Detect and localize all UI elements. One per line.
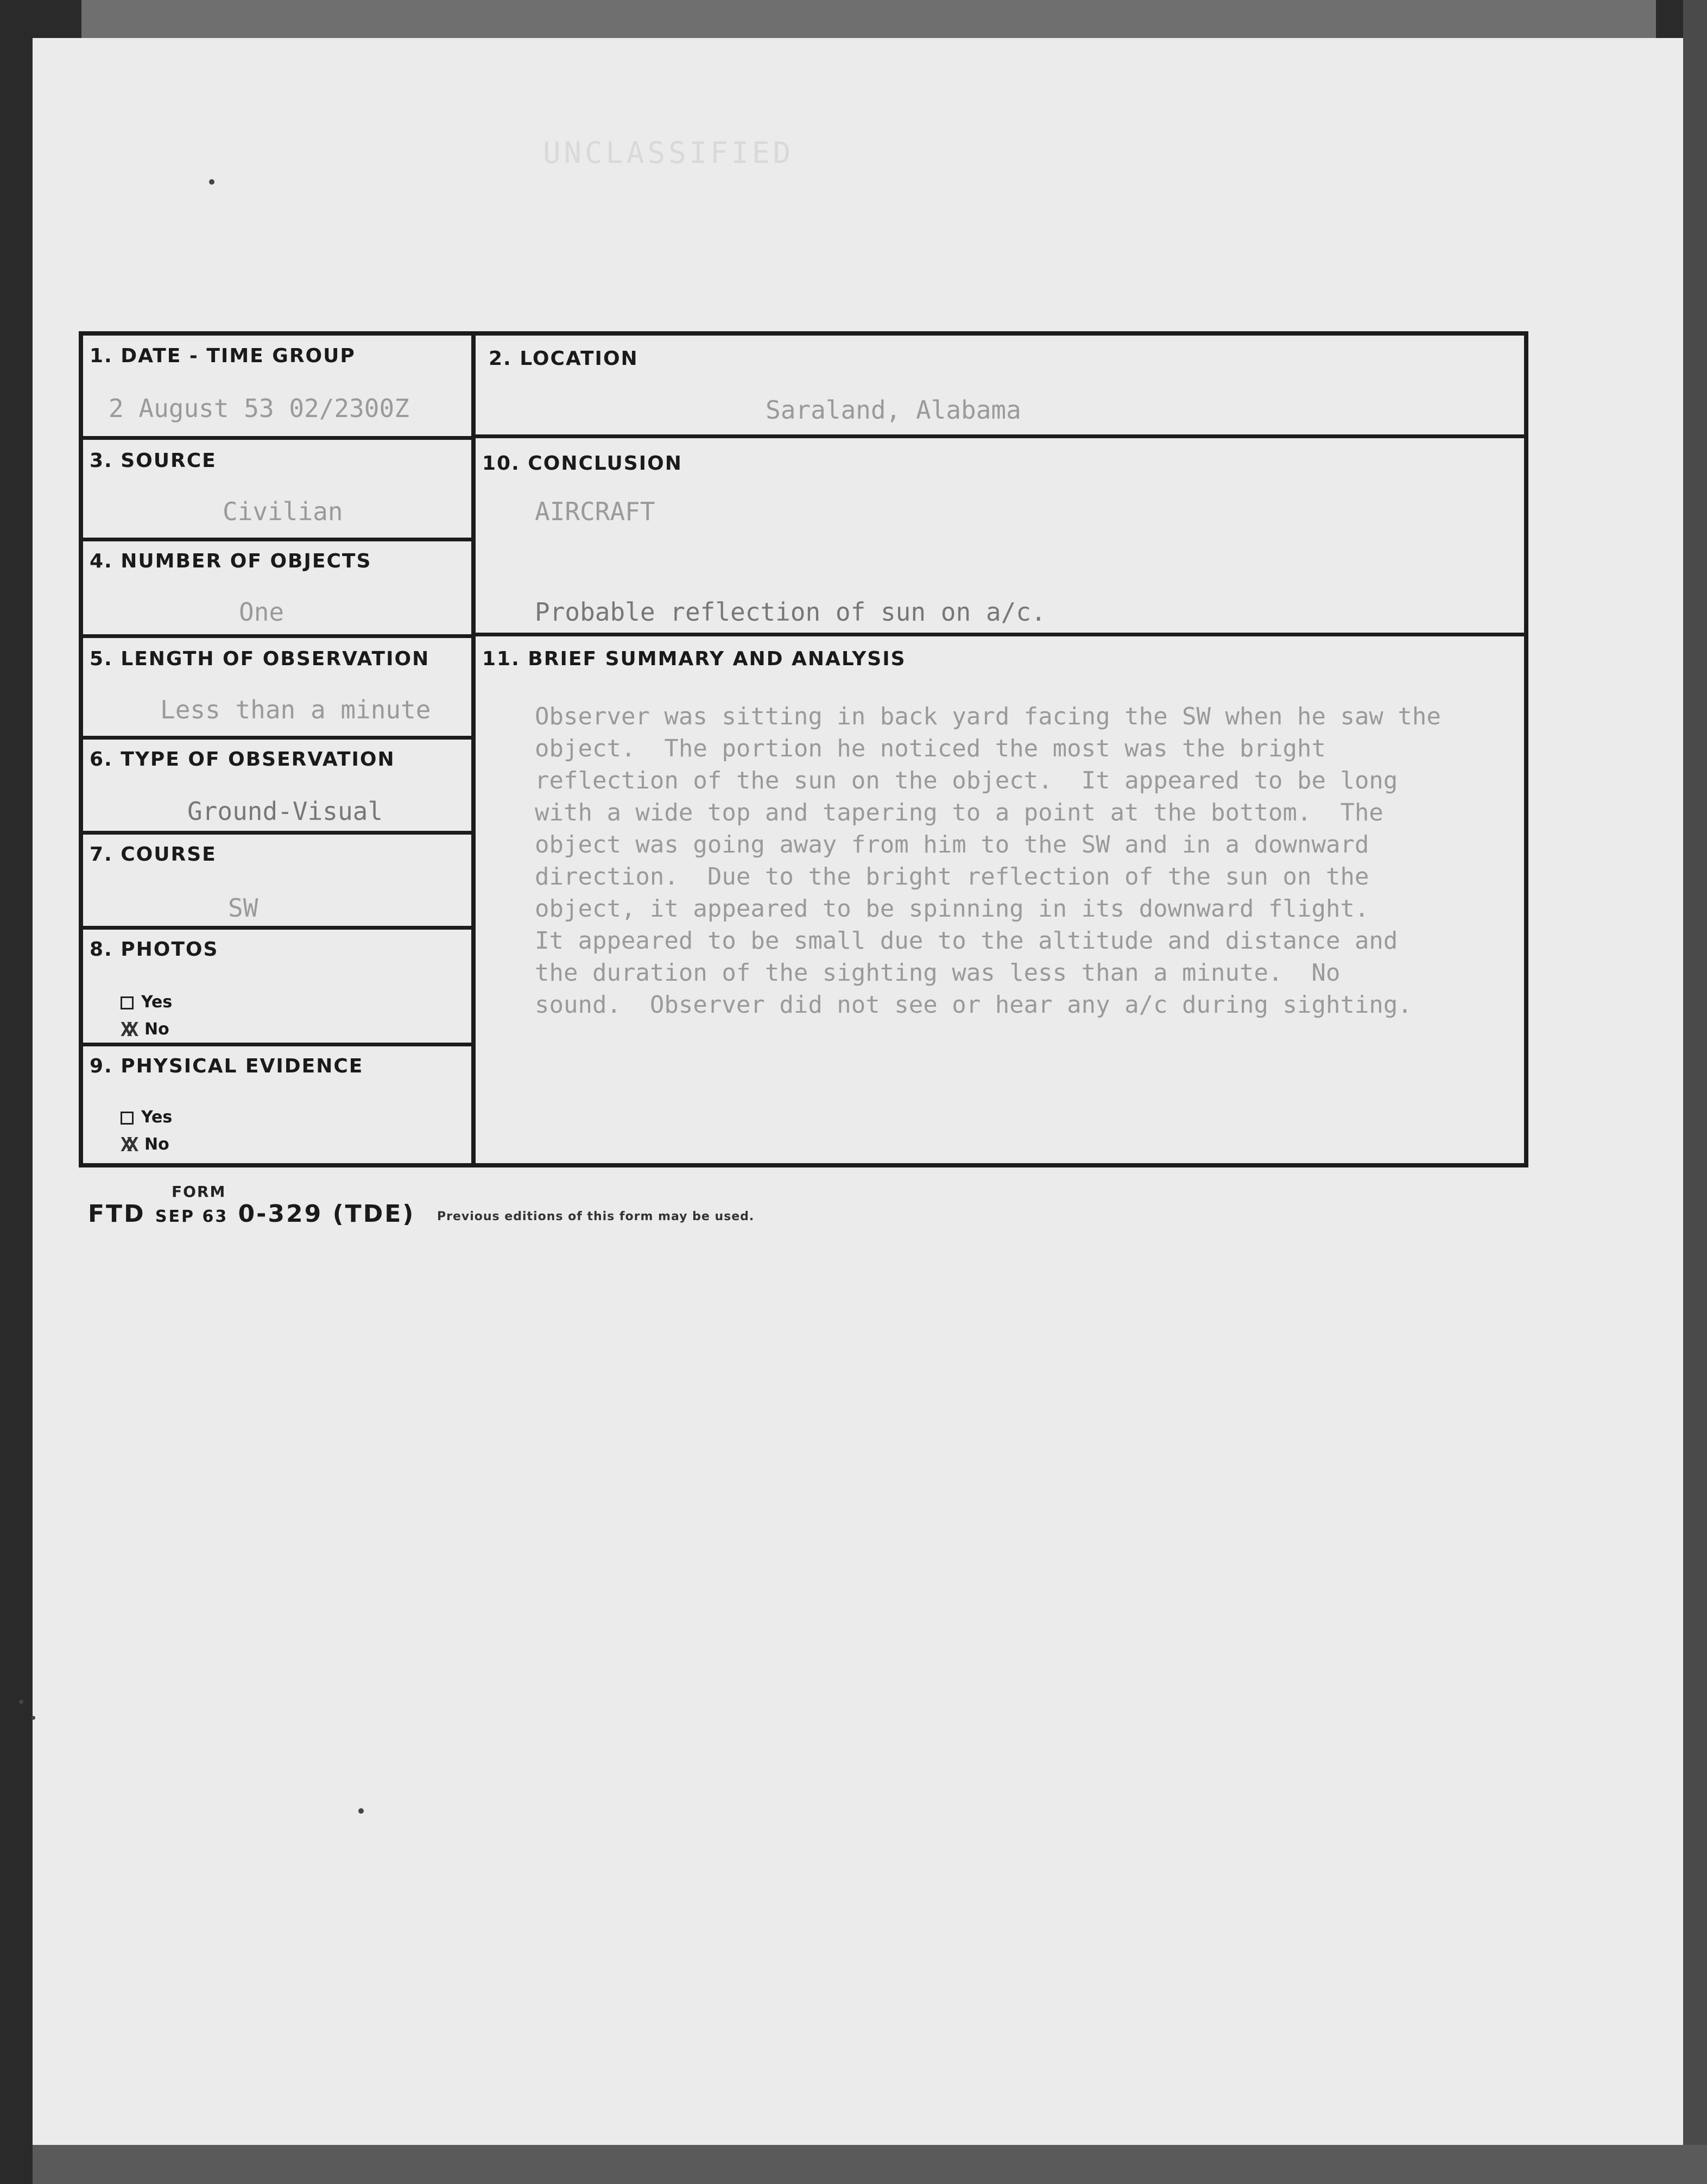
form-row-divider bbox=[79, 634, 475, 638]
length-of-observation-value: Less than a minute bbox=[160, 695, 431, 724]
physical-evidence-yes-option: Yes bbox=[121, 1108, 172, 1127]
physical-evidence-no-checkbox-checked: XX bbox=[121, 1133, 134, 1156]
footer-form-word: FORM bbox=[172, 1183, 226, 1201]
type-of-observation-label: 6. TYPE OF OBSERVATION bbox=[90, 748, 395, 771]
scan-top-edge bbox=[81, 0, 1656, 38]
classification-header: UNCLASSIFIED bbox=[543, 136, 794, 170]
date-time-value: 2 August 53 02/2300Z bbox=[109, 394, 409, 423]
scan-speck bbox=[209, 179, 214, 185]
form-row-divider bbox=[79, 736, 475, 740]
photos-yes-checkbox bbox=[121, 996, 134, 1009]
location-label: 2. LOCATION bbox=[489, 348, 638, 370]
type-of-observation-value: Ground-Visual bbox=[187, 797, 383, 826]
date-time-label: 1. DATE - TIME GROUP bbox=[90, 345, 356, 367]
conclusion-label: 10. CONCLUSION bbox=[482, 452, 682, 475]
scan-right-edge bbox=[1683, 0, 1707, 2184]
form-row-divider bbox=[79, 436, 475, 440]
photos-yes-option: Yes bbox=[121, 993, 172, 1012]
photos-no-checkbox-checked: XX bbox=[121, 1018, 134, 1041]
scan-speck bbox=[31, 1716, 35, 1720]
course-value: SW bbox=[228, 893, 258, 923]
photos-no-option: XX No bbox=[121, 1018, 169, 1041]
form-row-divider bbox=[79, 926, 475, 930]
footer-number: 0-329 (TDE) bbox=[238, 1200, 415, 1228]
scan-speck bbox=[358, 1808, 364, 1814]
summary-text: Observer was sitting in back yard facing the SW when he saw the object. The portion he noticed the most was the bright reflection of the sun on the object. It appeared to be long with a wide top and tapering to a point at the bottom. The object was going away from him to the SW and in a downward direction. Due to the bright reflection of the sun on the object, it appeared to be spinning in its downward flight. It appeared to be small due to the altitude and distance and the duration of the sighting was less than a minute. No sound. Observer did not see or hear any a/c during sighting. bbox=[535, 703, 1441, 1019]
physical-evidence-yes-checkbox bbox=[121, 1112, 134, 1125]
footer-ftd: FTD bbox=[88, 1200, 146, 1228]
number-of-objects-value: One bbox=[239, 597, 284, 627]
physical-evidence-label: 9. PHYSICAL EVIDENCE bbox=[90, 1055, 364, 1077]
source-value: Civilian bbox=[223, 497, 343, 526]
form-row-divider bbox=[471, 633, 1528, 636]
form-row-divider bbox=[79, 831, 475, 835]
conclusion-note: Probable reflection of sun on a/c. bbox=[535, 597, 1046, 627]
photos-label: 8. PHOTOS bbox=[90, 938, 219, 961]
form-row-divider bbox=[471, 434, 1528, 438]
summary-label: 11. BRIEF SUMMARY AND ANALYSIS bbox=[482, 648, 906, 670]
course-label: 7. COURSE bbox=[90, 843, 217, 866]
length-of-observation-label: 5. LENGTH OF OBSERVATION bbox=[90, 648, 430, 670]
physical-evidence-no-option: XX No bbox=[121, 1133, 169, 1156]
form-row-divider bbox=[79, 538, 475, 541]
scan-speck bbox=[19, 1700, 23, 1704]
source-label: 3. SOURCE bbox=[90, 450, 217, 472]
number-of-objects-label: 4. NUMBER OF OBJECTS bbox=[90, 550, 372, 572]
footer-note: Previous editions of this form may be used. bbox=[437, 1210, 755, 1223]
form-row-divider bbox=[79, 1043, 475, 1046]
form-number bbox=[88, 1200, 415, 1228]
conclusion-value: AIRCRAFT bbox=[535, 497, 655, 526]
scan-bottom-edge bbox=[33, 2145, 1707, 2184]
location-value: Saraland, Alabama bbox=[766, 395, 1021, 425]
footer-date: SEP 63 bbox=[155, 1207, 229, 1226]
form-divider-vertical bbox=[471, 331, 476, 1167]
